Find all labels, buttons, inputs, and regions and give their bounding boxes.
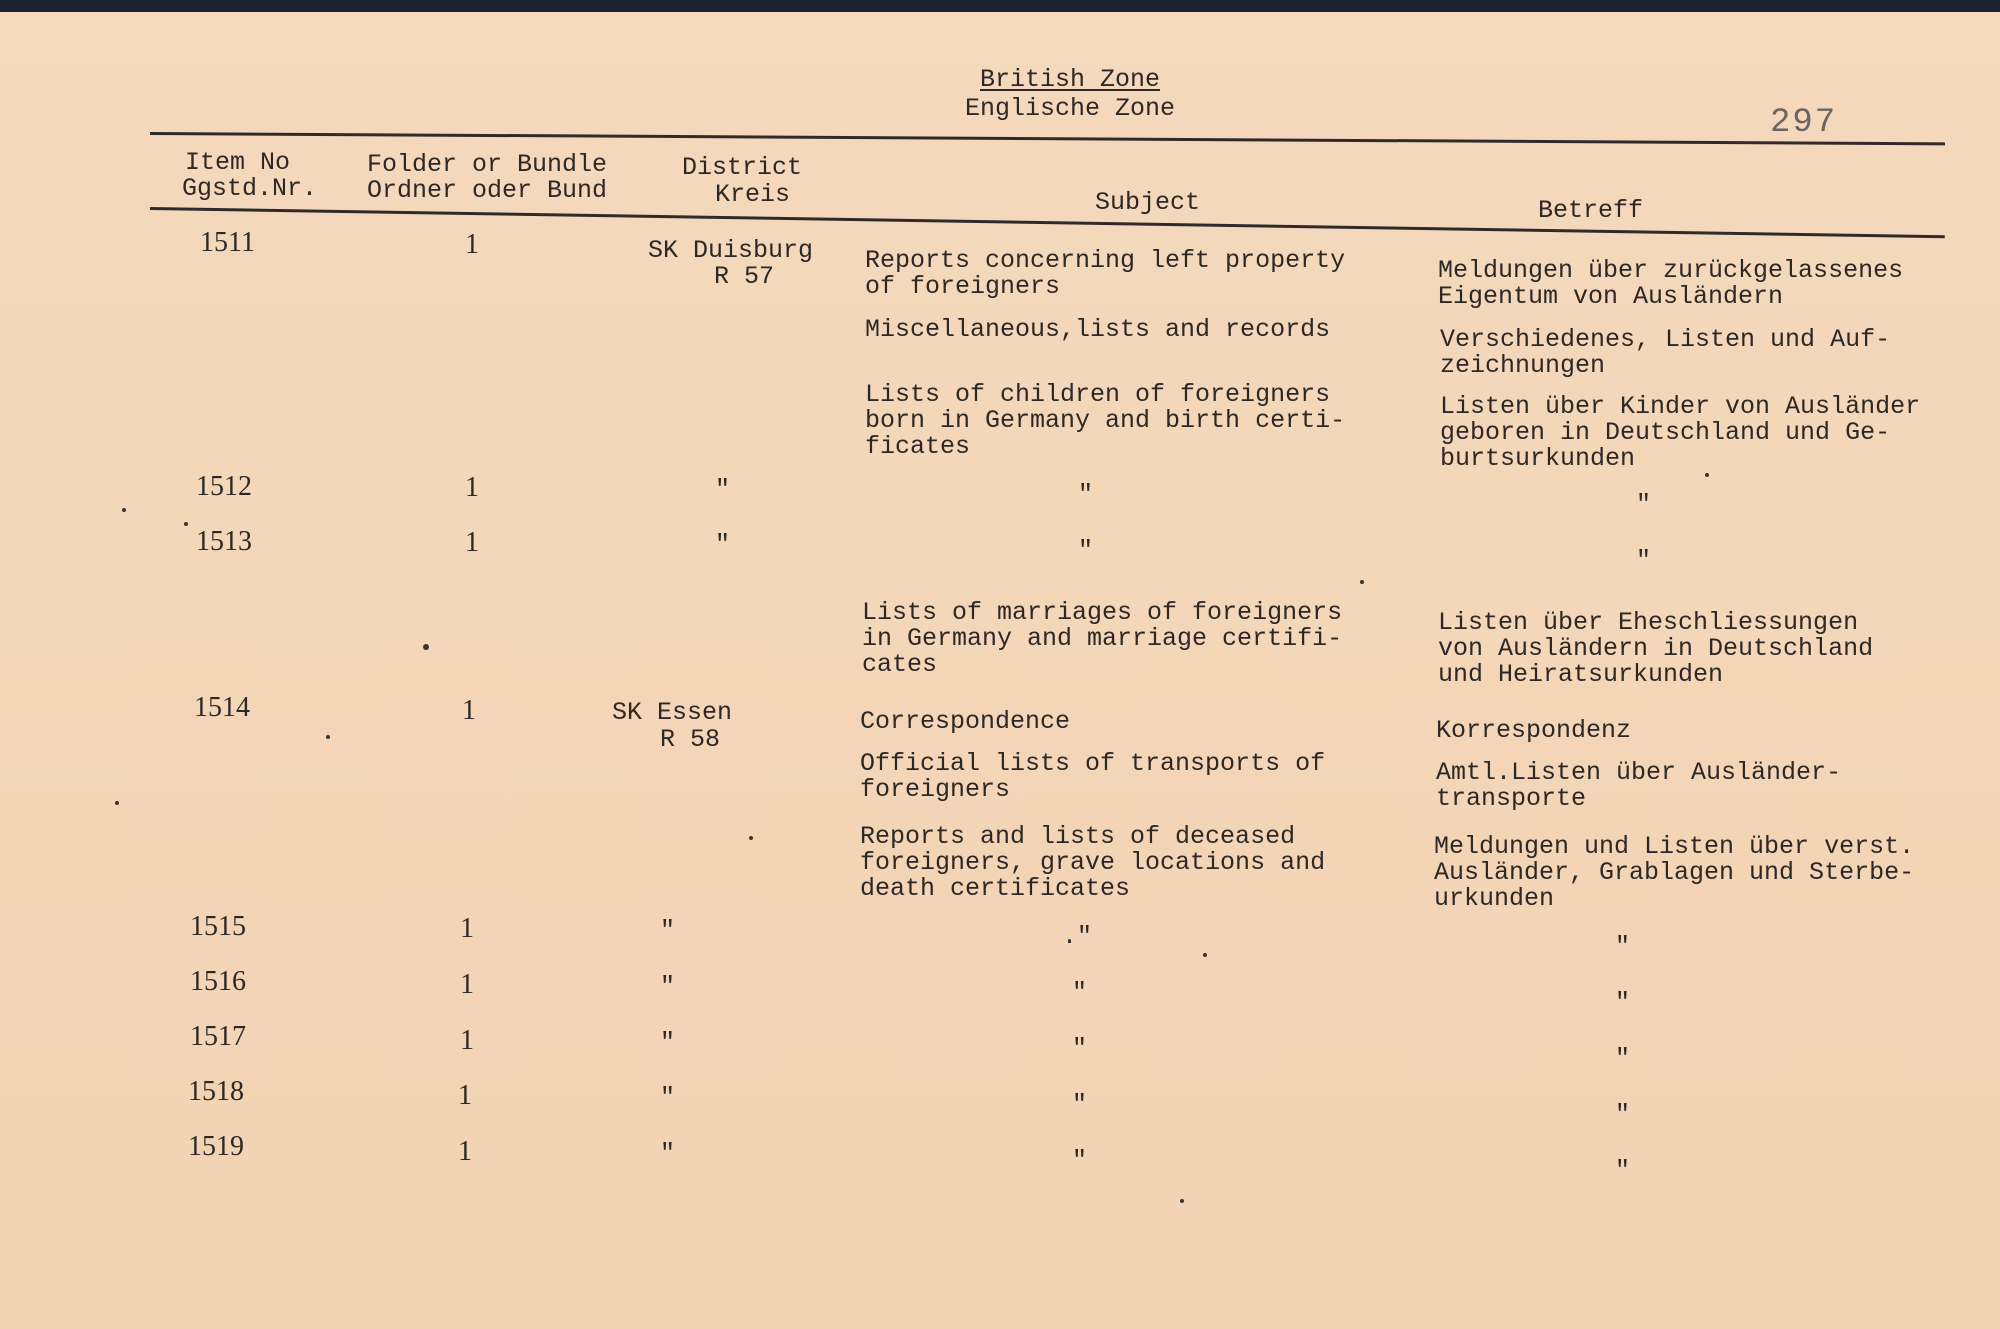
district-code: R 58: [660, 725, 721, 754]
subject-de: Verschiedenes, Listen und Auf- zeichnungen: [1440, 325, 1891, 380]
header-district-de: Kreis: [715, 180, 791, 209]
betreff-ditto: ": [1636, 546, 1652, 575]
item-number: 1519: [188, 1131, 244, 1162]
district-name: SK Essen: [612, 698, 733, 727]
subject-de: Amtl.Listen über Ausländer- transporte: [1436, 758, 1842, 813]
item-number: 1513: [196, 526, 252, 557]
header-betreff: Betreff: [1538, 196, 1644, 225]
folder-count: 1: [462, 695, 476, 726]
subject-ditto: ": [1078, 480, 1094, 509]
subject-de: Listen über Eheschliessungen von Ausländern in Deutschland und Heiratsurkunden: [1438, 608, 1874, 689]
betreff-ditto: ": [1615, 1156, 1631, 1185]
folder-count: 1: [458, 1136, 472, 1167]
subject-ditto: ": [1072, 1146, 1088, 1175]
item-number: 1517: [190, 1021, 246, 1052]
paper-speck: [1203, 953, 1207, 957]
district-ditto: ": [715, 530, 731, 559]
top-rule: [150, 132, 1945, 145]
paper-speck: [1705, 473, 1709, 477]
subject-ditto: ": [1078, 536, 1094, 565]
header-item-en: Item No: [185, 148, 291, 177]
subject-de: Korrespondenz: [1436, 716, 1632, 745]
folder-count: 1: [460, 969, 474, 1000]
subject-ditto: .": [1062, 922, 1093, 951]
subject-en: Official lists of transports of foreigners: [860, 749, 1326, 804]
subject-en: Reports and lists of deceased foreigners, grave locations and death certificates: [860, 822, 1326, 903]
subject-ditto: ": [1072, 1090, 1088, 1119]
folder-count: 1: [460, 913, 474, 944]
item-number: 1512: [196, 471, 252, 502]
subject-en: Lists of children of foreigners born in Germany and birth certi- ficates: [865, 380, 1346, 461]
betreff-ditto: ": [1615, 988, 1631, 1017]
folder-count: 1: [465, 527, 479, 558]
header-rule: [150, 207, 1945, 238]
title-englische-zone: Englische Zone: [965, 94, 1176, 123]
subject-en: Lists of marriages of foreigners in Germany and marriage certifi- cates: [862, 598, 1343, 679]
subject-de: Meldungen und Listen über verst. Ausländer, Grablagen und Sterbe- urkunden: [1434, 832, 1915, 913]
betreff-ditto: ": [1615, 1100, 1631, 1129]
subject-ditto: ": [1072, 978, 1088, 1007]
district-name: SK Duisburg: [648, 236, 814, 265]
subject-en: Correspondence: [860, 707, 1071, 736]
paper-speck: [423, 644, 429, 650]
paper-speck: [326, 735, 330, 739]
betreff-ditto: ": [1615, 932, 1631, 961]
district-ditto: ": [660, 916, 676, 945]
paper-speck: [115, 801, 119, 805]
folder-count: 1: [465, 229, 479, 260]
item-number: 1515: [190, 911, 246, 942]
paper-speck: [1180, 1199, 1184, 1203]
subject-de: Listen über Kinder von Ausländer geboren in Deutschland und Ge- burtsurkunden: [1440, 392, 1921, 473]
district-code: R 57: [714, 262, 775, 291]
paper-speck: [184, 522, 188, 526]
betreff-ditto: ": [1615, 1044, 1631, 1073]
folder-count: 1: [465, 472, 479, 503]
header-folder-en: Folder or Bundle: [367, 150, 608, 179]
paper-speck: [749, 836, 753, 840]
title-british-zone: British Zone: [980, 65, 1161, 94]
item-number: 1511: [200, 227, 255, 258]
folder-count: 1: [458, 1080, 472, 1111]
item-number: 1514: [194, 692, 250, 723]
subject-de: Meldungen über zurückgelassenes Eigentum von Ausländern: [1438, 256, 1904, 311]
paper-speck: [1360, 580, 1364, 584]
page-number: 297: [1770, 104, 1838, 142]
item-number: 1516: [190, 966, 246, 997]
district-ditto: ": [660, 972, 676, 1001]
district-ditto: ": [660, 1083, 676, 1112]
district-ditto: ": [660, 1139, 676, 1168]
paper-speck: [122, 508, 126, 512]
betreff-ditto: ": [1636, 490, 1652, 519]
header-item-de: Ggstd.Nr.: [182, 174, 318, 203]
document-page: [0, 12, 2000, 1329]
subject-en: Reports concerning left property of foreigners: [865, 246, 1346, 301]
item-number: 1518: [188, 1076, 244, 1107]
district-ditto: ": [660, 1028, 676, 1057]
header-district-en: District: [682, 153, 803, 182]
subject-ditto: ": [1072, 1034, 1088, 1063]
header-subject: Subject: [1095, 188, 1201, 217]
folder-count: 1: [460, 1025, 474, 1056]
district-ditto: ": [715, 475, 731, 504]
subject-en: Miscellaneous,lists and records: [865, 315, 1331, 344]
header-folder-de: Ordner oder Bund: [367, 176, 608, 205]
